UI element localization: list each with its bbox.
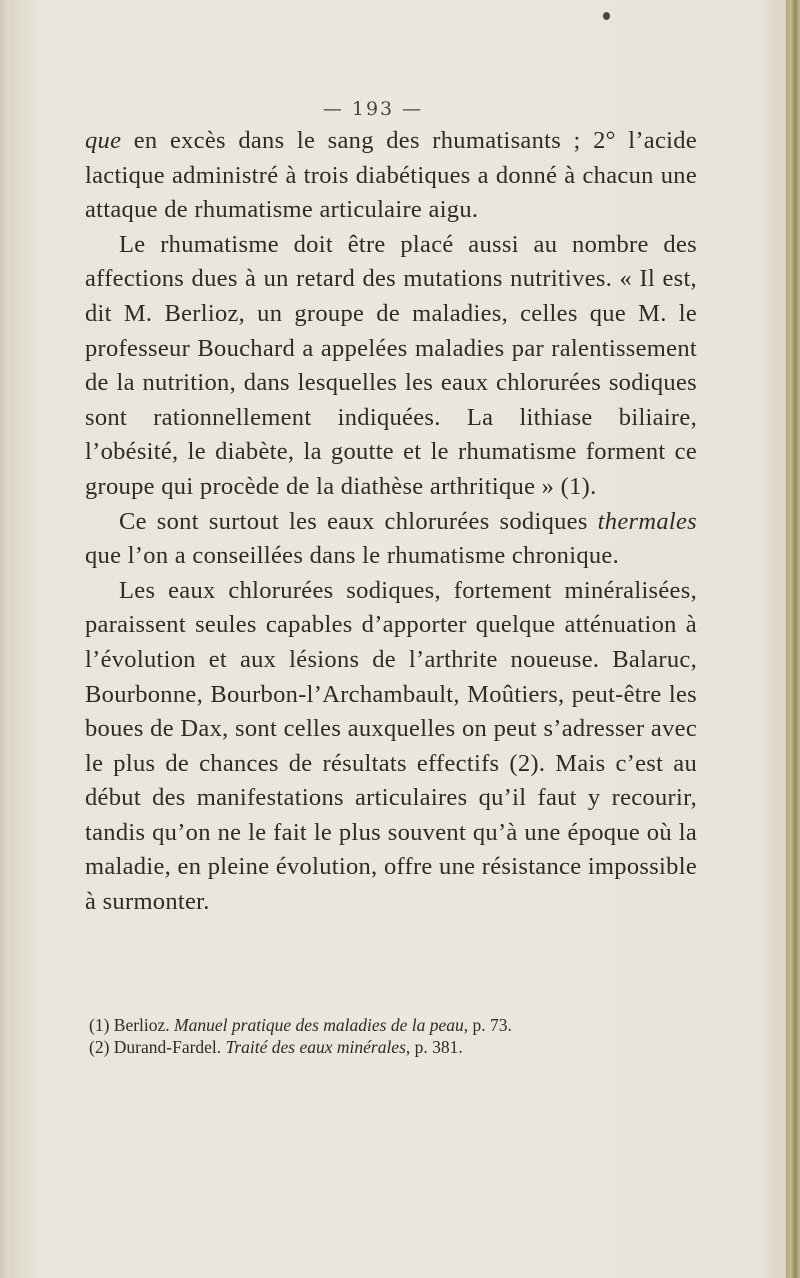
paragraph: [85, 124, 697, 228]
paragraph: [85, 505, 697, 574]
text-run: Le rhumatisme doit être placé aussi au nombre des affections dues à un retard des mutations nutritives. « Il est, dit M. Berlioz, un groupe de maladies, celles que M. le professeur Bouchard a appelées maladies par ralentissement de la nutrition, dans lesquelles les eaux chlorurées sodiques sont rationnellement indiquées. La lithiase biliaire, l’obésité, le diabète, la goutte et le rhumatisme forment ce groupe qui procède de la diathèse arthritique » (1).: [85, 230, 697, 500]
text-run: que: [85, 127, 122, 154]
footnote: [85, 1014, 725, 1036]
text-run: Manuel pratique des maladies de la peau: [174, 1015, 464, 1035]
text-run: Traité des eaux minérales: [225, 1037, 406, 1057]
page-left-edge: [0, 0, 10, 1278]
page-number: — 193 —: [322, 98, 424, 120]
body-text: [85, 124, 697, 920]
text-run: (2) Durand-Fardel.: [89, 1037, 226, 1057]
text-run: en excès dans le sang des rhumatisants ; 2° l’acide lactique administré à trois diabétiques a donné à chacun une attaque de rhumatisme articulaire aigu.: [85, 127, 697, 224]
paragraph: [85, 228, 697, 505]
text-run: , p. 73.: [463, 1015, 512, 1035]
ink-spot: [603, 12, 610, 20]
footnotes: [85, 1014, 725, 1058]
text-run: Les eaux chlorurées sodiques, fortement minéralisées, paraissent seules capables d’apporter quelque atténuation à l’évolution et aux lésions de l’arthrite noueuse. Balaruc, Bourbonne, Bourbon-l’Archambault, Moûtiers, peut-être les boues de Dax, sont celles auxquelles on peut s’adresser avec le plus de chances de résultats effectifs (2). Mais c’est au début des manifestations articulaires qu’il faut y recourir, tandis qu’on ne le fait le plus souvent qu’à une époque où la maladie, en pleine évolution, offre une résistance impossible à surmonter.: [85, 576, 697, 916]
text-run: , p. 381.: [405, 1037, 463, 1057]
footnote: [85, 1036, 725, 1058]
text-run: que l’on a conseillées dans le rhumatisme chronique.: [85, 542, 620, 570]
paragraph: [85, 574, 697, 920]
text-run: thermales: [597, 507, 697, 535]
text-run: Ce sont surtout les eaux chlorurées sodiques: [119, 507, 598, 535]
book-edge-shadow: [786, 0, 800, 1278]
text-run: (1) Berlioz.: [89, 1015, 175, 1035]
